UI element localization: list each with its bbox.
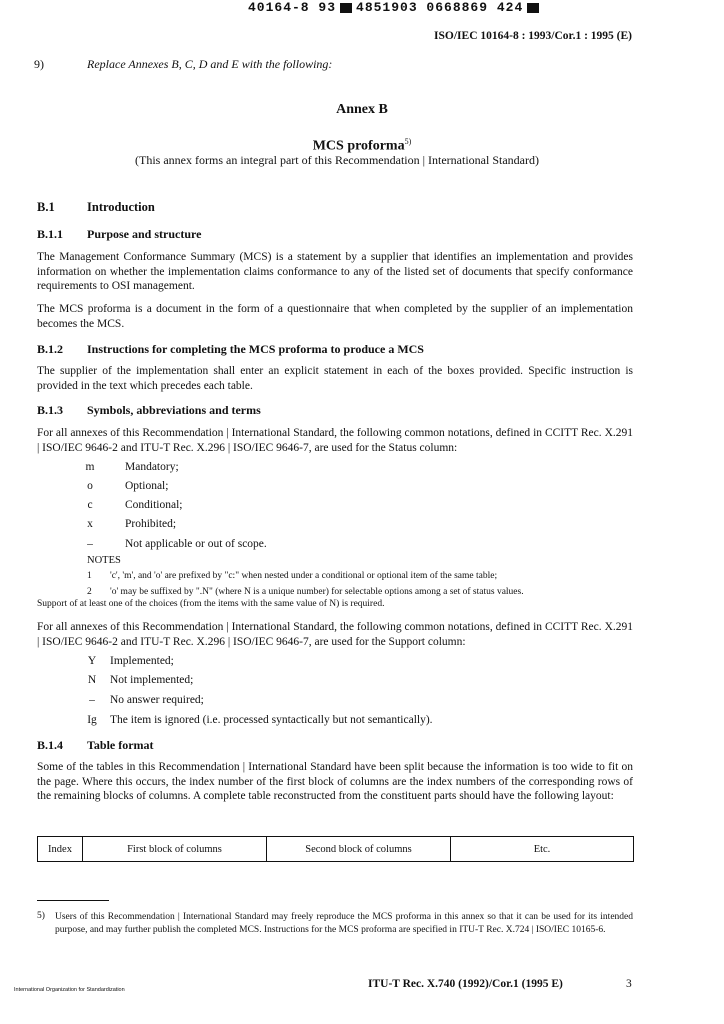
- table-cell-first-block: First block of columns: [83, 837, 267, 862]
- barcode-part-a: 40164-8 93: [248, 0, 337, 15]
- paragraph: The Management Conformance Summary (MCS) is a statement by a supplier that identifies an implementation and provides information on whether the implementation claims conformance to any of the listed set of documents that specify conformance requirements to OSI management.: [37, 251, 633, 292]
- annex-title: Annex B: [336, 102, 388, 117]
- document-barcode: [248, 0, 543, 15]
- section-number: B.1: [37, 200, 55, 214]
- barcode-part-b: 4851903 0668869 424: [356, 0, 524, 15]
- document-id: ISO/IEC 10164-8 : 1993/Cor.1 : 1995 (E): [434, 30, 632, 42]
- annex-note: (This annex forms an integral part of this Recommendation | International Standard): [135, 153, 539, 167]
- paragraph: Some of the tables in this Recommendation | International Standard have been split because the information is too wide to fit on the page. Where this occurs, the index number of the first block of columns are the index numbers of the corresponding rows of the remaining blocks of columns. A complete table reconstructed from the constituent parts should have the following layout:: [37, 761, 633, 802]
- notes-label: NOTES: [87, 555, 121, 566]
- table-cell-second-block: Second block of columns: [267, 837, 451, 862]
- paragraph: For all annexes of this Recommendation | International Standard, the following common notations, defined in CCITT Rec. X.291 | ISO/IEC 9646-2 and ITU-T Rec. X.296 | ISO/IEC 9646-7, are used for the Support column:: [37, 621, 633, 648]
- table-cell-index: Index: [38, 837, 83, 862]
- note-number: 1: [87, 571, 92, 581]
- footnote-number: 5): [37, 911, 45, 921]
- instruction-text: Replace Annexes B, C, D and E with the following:: [87, 57, 333, 71]
- footnote-rule: [37, 900, 109, 901]
- subsection-title: Table format: [87, 738, 154, 752]
- subsection-number: B.1.3: [37, 403, 64, 417]
- note-text: 'c', 'm', and 'o' are prefixed by "c:" when nested under a conditional or optional item of the same table;: [110, 571, 498, 581]
- annex-subtitle: [0, 137, 724, 155]
- instruction-number: 9): [34, 57, 44, 71]
- footer-org: International Organization for Standardization: [14, 987, 125, 993]
- page-number: 3: [626, 978, 632, 990]
- annex-subtitle-text: MCS proforma: [312, 138, 405, 154]
- footnote-text: Users of this Recommendation | International Standard may freely reproduce the MCS proforma in this annex so that it can be used for its intended purpose, and may further publish the completed MCS. Instructions for the MCS proforma are specified in ITU-T Rec. X.724 | ISO/IEC 10165-6.: [55, 912, 633, 935]
- paragraph: The MCS proforma is a document in the form of a questionnaire that when completed by the supplier of an implementation becomes the MCS.: [37, 303, 633, 330]
- note-number: 2: [87, 587, 92, 597]
- barcode-block-icon: [527, 3, 539, 13]
- paragraph: The supplier of the implementation shall enter an explicit statement in each of the boxes provided. Specific instruction is provided in the text which precedes each table.: [37, 365, 633, 392]
- subsection-number: B.1.1: [37, 227, 64, 241]
- subsection-title: Instructions for completing the MCS proforma to produce a MCS: [87, 342, 424, 356]
- subsection-title: Symbols, abbreviations and terms: [87, 403, 261, 417]
- subsection-title: Purpose and structure: [87, 227, 202, 241]
- footer-recommendation: ITU-T Rec. X.740 (1992)/Cor.1 (1995 E): [368, 978, 563, 990]
- footnote-ref: 5): [404, 137, 412, 146]
- subsection-number: B.1.2: [37, 342, 64, 356]
- table-cell-etc: Etc.: [451, 837, 634, 862]
- barcode-block-icon: [340, 3, 352, 13]
- paragraph: For all annexes of this Recommendation | International Standard, the following common notations, defined in CCITT Rec. X.291 | ISO/IEC 9646-2 and ITU-T Rec. X.296 | ISO/IEC 9646-7, are used for the Status column:: [37, 427, 633, 454]
- table-layout-example: [37, 836, 634, 862]
- subsection-number: B.1.4: [37, 738, 64, 752]
- section-title: Introduction: [87, 200, 155, 214]
- note-text: Support of at least one of the choices (from the items with the same value of N) is required.: [37, 599, 385, 609]
- note-text: 'o' may be suffixed by ".N" (where N is a unique number) for selectable options among a set of status values.: [110, 587, 524, 597]
